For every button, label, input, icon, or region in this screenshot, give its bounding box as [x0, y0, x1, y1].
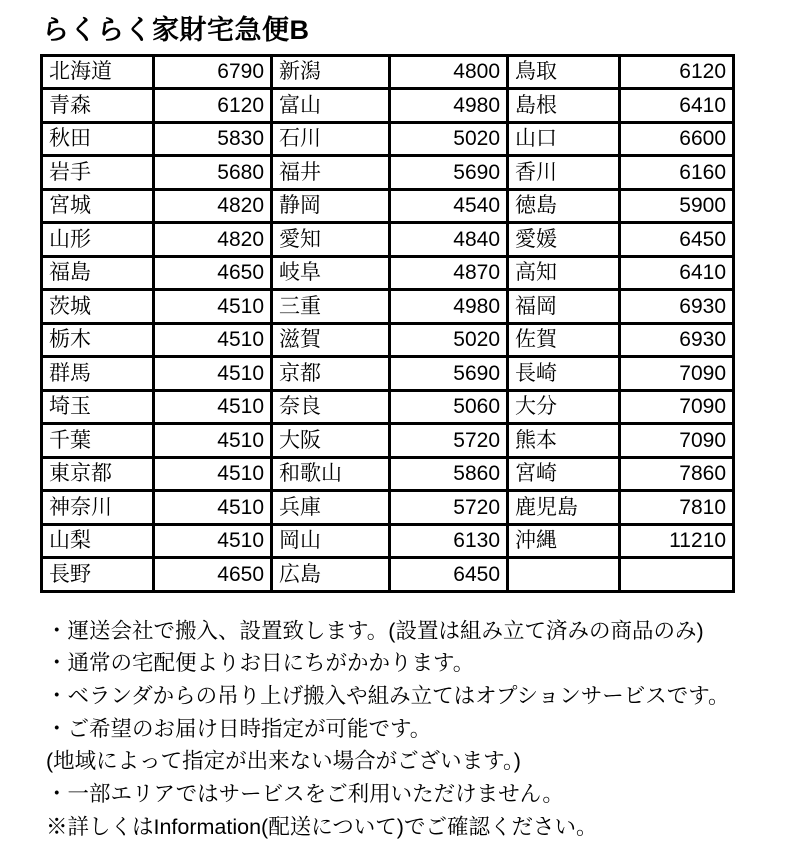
- fee-cell: 4510: [154, 323, 272, 357]
- table-row: [42, 156, 734, 190]
- table-row: [42, 122, 734, 156]
- notes-list: [46, 615, 770, 843]
- prefecture-cell: 愛知: [272, 223, 390, 257]
- prefecture-cell: 大阪: [272, 424, 390, 458]
- fee-cell: 5060: [390, 390, 508, 424]
- fee-cell: 5690: [390, 156, 508, 190]
- fee-cell: 4840: [390, 223, 508, 257]
- prefecture-cell: 熊本: [508, 424, 620, 458]
- fee-table-body: [42, 55, 734, 591]
- prefecture-cell: 福岡: [508, 290, 620, 324]
- fee-cell: 6450: [620, 223, 734, 257]
- prefecture-cell: 高知: [508, 256, 620, 290]
- fee-cell: 4650: [154, 256, 272, 290]
- prefecture-cell: 福井: [272, 156, 390, 190]
- prefecture-cell: 兵庫: [272, 491, 390, 525]
- fee-cell: 7090: [620, 424, 734, 458]
- prefecture-cell: 長野: [42, 558, 154, 592]
- fee-cell: 5720: [390, 491, 508, 525]
- prefecture-cell: 三重: [272, 290, 390, 324]
- fee-cell: 7090: [620, 357, 734, 391]
- prefecture-cell: 富山: [272, 89, 390, 123]
- fee-cell: 4510: [154, 290, 272, 324]
- fee-cell: 4540: [390, 189, 508, 223]
- fee-cell: 6450: [390, 558, 508, 592]
- prefecture-cell: 青森: [42, 89, 154, 123]
- prefecture-cell: 茨城: [42, 290, 154, 324]
- table-row: [42, 558, 734, 592]
- prefecture-cell: 長崎: [508, 357, 620, 391]
- fee-cell: 4870: [390, 256, 508, 290]
- table-row: [42, 189, 734, 223]
- table-row: [42, 424, 734, 458]
- note-item: (地域によって指定が出来ない場合がございます。): [46, 749, 521, 774]
- fee-cell: 6120: [620, 55, 734, 89]
- prefecture-cell: 岩手: [42, 156, 154, 190]
- prefecture-cell: 奈良: [272, 390, 390, 424]
- note-item: ・一部エリアではサービスをご利用いただけません。: [46, 782, 564, 807]
- fee-cell: 5690: [390, 357, 508, 391]
- prefecture-cell: 島根: [508, 89, 620, 123]
- fee-cell: 4820: [154, 189, 272, 223]
- fee-cell: 4510: [154, 424, 272, 458]
- fee-cell: 6160: [620, 156, 734, 190]
- note-item: ・ご希望のお届け日時指定が可能です。: [46, 716, 432, 741]
- fee-cell: 5020: [390, 122, 508, 156]
- table-row: [42, 390, 734, 424]
- prefecture-cell: 広島: [272, 558, 390, 592]
- fee-cell: 4650: [154, 558, 272, 592]
- fee-cell: 6930: [620, 323, 734, 357]
- fee-cell: 4820: [154, 223, 272, 257]
- fee-cell: 6130: [390, 524, 508, 558]
- note-item: ・運送会社で搬入、設置致します。(設置は組み立て済みの商品のみ): [46, 618, 704, 643]
- prefecture-cell: 栃木: [42, 323, 154, 357]
- fee-cell: 4510: [154, 491, 272, 525]
- page-title: らくらく家財宅急便B: [42, 15, 310, 45]
- prefecture-cell: 神奈川: [42, 491, 154, 525]
- prefecture-cell: 香川: [508, 156, 620, 190]
- fee-cell: 4510: [154, 390, 272, 424]
- prefecture-cell: 宮城: [42, 189, 154, 223]
- fee-cell: 6600: [620, 122, 734, 156]
- fee-cell: 5860: [390, 457, 508, 491]
- prefecture-cell: 宮崎: [508, 457, 620, 491]
- fee-cell: 5720: [390, 424, 508, 458]
- fee-cell: 6410: [620, 89, 734, 123]
- fee-cell: 5680: [154, 156, 272, 190]
- prefecture-cell: 沖縄: [508, 524, 620, 558]
- fee-cell: 5020: [390, 323, 508, 357]
- shipping-fee-table: [40, 54, 735, 593]
- prefecture-cell: 鹿児島: [508, 491, 620, 525]
- note-item: ・通常の宅配便よりお日にちがかかります。: [46, 651, 475, 676]
- prefecture-cell: 北海道: [42, 55, 154, 89]
- fee-cell: 7860: [620, 457, 734, 491]
- prefecture-cell: 石川: [272, 122, 390, 156]
- prefecture-cell: 埼玉: [42, 390, 154, 424]
- prefecture-cell: 大分: [508, 390, 620, 424]
- fee-cell: 7090: [620, 390, 734, 424]
- prefecture-cell: 山形: [42, 223, 154, 257]
- prefecture-cell: 福島: [42, 256, 154, 290]
- prefecture-cell: 東京都: [42, 457, 154, 491]
- prefecture-cell: 岡山: [272, 524, 390, 558]
- table-row: [42, 323, 734, 357]
- table-row: [42, 290, 734, 324]
- note-item: ・ベランダからの吊り上げ搬入や組み立てはオプションサービスです。: [46, 684, 730, 709]
- fee-cell: 4510: [154, 457, 272, 491]
- table-row: [42, 457, 734, 491]
- fee-cell: 6790: [154, 55, 272, 89]
- prefecture-cell: 新潟: [272, 55, 390, 89]
- table-row: [42, 524, 734, 558]
- empty-cell: [508, 558, 620, 592]
- prefecture-cell: 静岡: [272, 189, 390, 223]
- fee-cell: 4510: [154, 524, 272, 558]
- table-row: [42, 357, 734, 391]
- empty-cell: [620, 558, 734, 592]
- prefecture-cell: 山梨: [42, 524, 154, 558]
- fee-cell: 6120: [154, 89, 272, 123]
- prefecture-cell: 鳥取: [508, 55, 620, 89]
- table-row: [42, 55, 734, 89]
- fee-cell: 4980: [390, 89, 508, 123]
- prefecture-cell: 山口: [508, 122, 620, 156]
- prefecture-cell: 和歌山: [272, 457, 390, 491]
- prefecture-cell: 佐賀: [508, 323, 620, 357]
- table-row: [42, 89, 734, 123]
- prefecture-cell: 徳島: [508, 189, 620, 223]
- fee-cell: 6930: [620, 290, 734, 324]
- table-row: [42, 256, 734, 290]
- fee-cell: 5900: [620, 189, 734, 223]
- fee-cell: 7810: [620, 491, 734, 525]
- table-row: [42, 491, 734, 525]
- prefecture-cell: 秋田: [42, 122, 154, 156]
- fee-cell: 5830: [154, 122, 272, 156]
- fee-cell: 6410: [620, 256, 734, 290]
- prefecture-cell: 群馬: [42, 357, 154, 391]
- fee-cell: 4510: [154, 357, 272, 391]
- prefecture-cell: 千葉: [42, 424, 154, 458]
- table-row: [42, 223, 734, 257]
- fee-cell: 11210: [620, 524, 734, 558]
- note-item: ※詳しくはInformation(配送について)でご確認ください。: [46, 814, 598, 839]
- prefecture-cell: 愛媛: [508, 223, 620, 257]
- fee-cell: 4980: [390, 290, 508, 324]
- prefecture-cell: 岐阜: [272, 256, 390, 290]
- fee-cell: 4800: [390, 55, 508, 89]
- prefecture-cell: 滋賀: [272, 323, 390, 357]
- prefecture-cell: 京都: [272, 357, 390, 391]
